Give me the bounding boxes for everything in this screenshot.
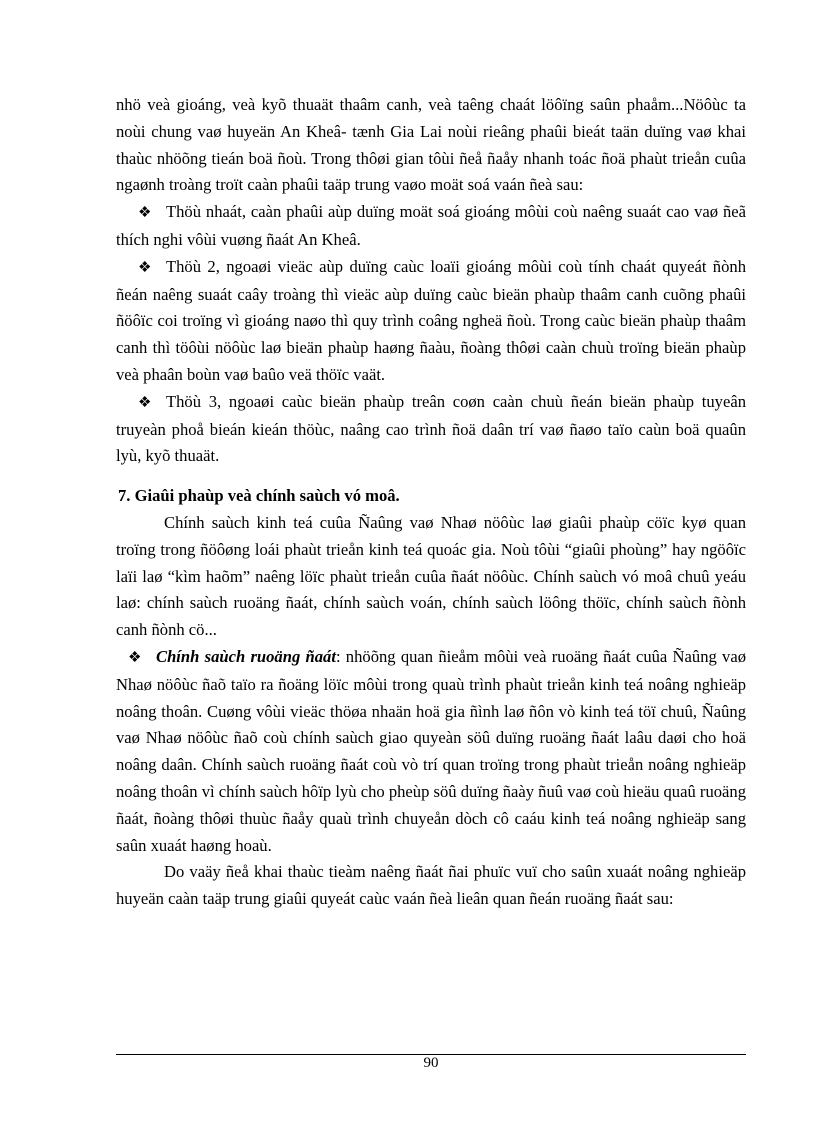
bullet-text: Thöù 2, ngoaøi vieäc aùp duïng caùc loaïi gioáng môùi coù tính chaát quyeát ñònh ñeán naêng suaát caây troàng thì vieäc aùp duïng caùc bieän phaùp thaâm canh cuõng phaûi ñöôïc coi troïng vì gioáng naøo thì quy trình coâng ngheä ñoù. Trong caùc bieän phaùp thaâm canh thì töôùi nöôùc laø bieän phaùp haøng ñaàu, ñoàng thôøi caàn chuù troïng bieän phaùp veà phaân boùn vaø baûo veä thöïc vaät. [116, 256, 746, 384]
diamond-bullet-icon: ❖ [128, 649, 142, 666]
diamond-bullet-icon: ❖ [138, 394, 152, 411]
bullet-item-2 [116, 254, 746, 389]
bullet-text: Thöù 3, ngoaøi caùc bieän phaùp treân coøn caàn chuù ñeán bieän phaùp tuyeân truyeàn phoå bieán kieán thöùc, naâng cao trình ñoä daân trí vaø ñaøo taïo caùn boä quaûn lyù, kyõ thuaät. [116, 391, 746, 466]
bullet-item-land-policy [116, 644, 746, 859]
land-policy-title: Chính saùch ruoäng ñaát [156, 646, 336, 666]
document-body [116, 92, 746, 913]
bullet-text: Thöù nhaát, caàn phaûi aùp duïng moät soá gioáng môùi coù naêng suaát cao vaø ñeã thích nghi vôùi vuøng ñaát An Kheâ. [116, 202, 746, 249]
page-number: 90 [423, 1055, 439, 1071]
paragraph-intro: nhö veà gioáng, veà kyõ thuaät thaâm canh, veà taêng chaát löôïng saûn phaåm...Nöôùc ta noùi chung vaø huyeän An Kheâ- tænh Gia Lai noùi rieâng phaûi bieát taän duïng vaø khai thaùc nhöõng tieán boä ñoù. Trong thôøi gian tôùi ñeå ñaåy nhanh toác ñoä phaùt trieån cuûa ngaønh troàng troït caàn phaûi taäp trung vaøo moät soá vaán ñeà sau: [116, 95, 746, 195]
bullet-item-1 [116, 199, 746, 254]
section-heading: 7. Giaûi phaùp veà chính saùch vó moâ. [118, 486, 400, 506]
paragraph-policy: Chính saùch kinh teá cuûa Ñaûng vaø Nhaø nöôùc laø giaûi phaùp cöïc kyø quan troïng trong ñöôøng loái phaùt trieån kinh teá quoác gia. Noù tôùi “giaûi phoùng” hay ngöôïc laïi laø “kìm haõm” naêng löïc phaùt trieån cuûa ñaát nöôùc. Chính saùch vó moâ chuû yeáu laø: chính saùch ruoäng ñaát, chính saùch voán, chính saùch löông thöïc, chính saùch ñònh canh ñònh cö... [116, 512, 746, 640]
paragraph-conclusion: Do vaäy ñeå khai thaùc tieàm naêng ñaát ñai phuïc vuï cho saûn xuaát noâng nghieäp huyeän caàn taäp trung giaûi quyeát caùc vaán ñeà lieân quan ñeán ruoäng ñaát sau: [116, 862, 746, 909]
diamond-bullet-icon: ❖ [138, 259, 152, 276]
bullet-item-3 [116, 389, 746, 470]
land-policy-text: : nhöõng quan ñieåm môùi veà ruoäng ñaát cuûa Ñaûng vaø Nhaø nöôùc ñaõ taïo ra ñoäng löïc môùi trong quaù trình phaùt trieån kinh teá noâng nghieäp noâng thoân. Cuøng vôùi vieäc thöøa nhaän hoä gia ñình laø ñôn vò kinh teá töï chuû, Ñaûng vaø Nhaø nöôùc ñaõ coù chính saùch giao quyeàn söû duïng ruoäng ñaát laâu daøi cho hoä noâng daân. Chính saùch ruoäng ñaát coù vò trí quan troïng trong phaùt trieån noâng nghieäp noâng thoân vì chính saùch hôïp lyù cho pheùp söû duïng ñaày ñuû vaø coù hieäu quaû ruoäng ñaát, ñoàng thôøi thuùc ñaåy quaù trình chuyeån dòch cô caáu kinh teá noâng nghieäp sang saûn xuaát haøng hoaù. [116, 646, 746, 855]
diamond-bullet-icon: ❖ [138, 205, 152, 222]
